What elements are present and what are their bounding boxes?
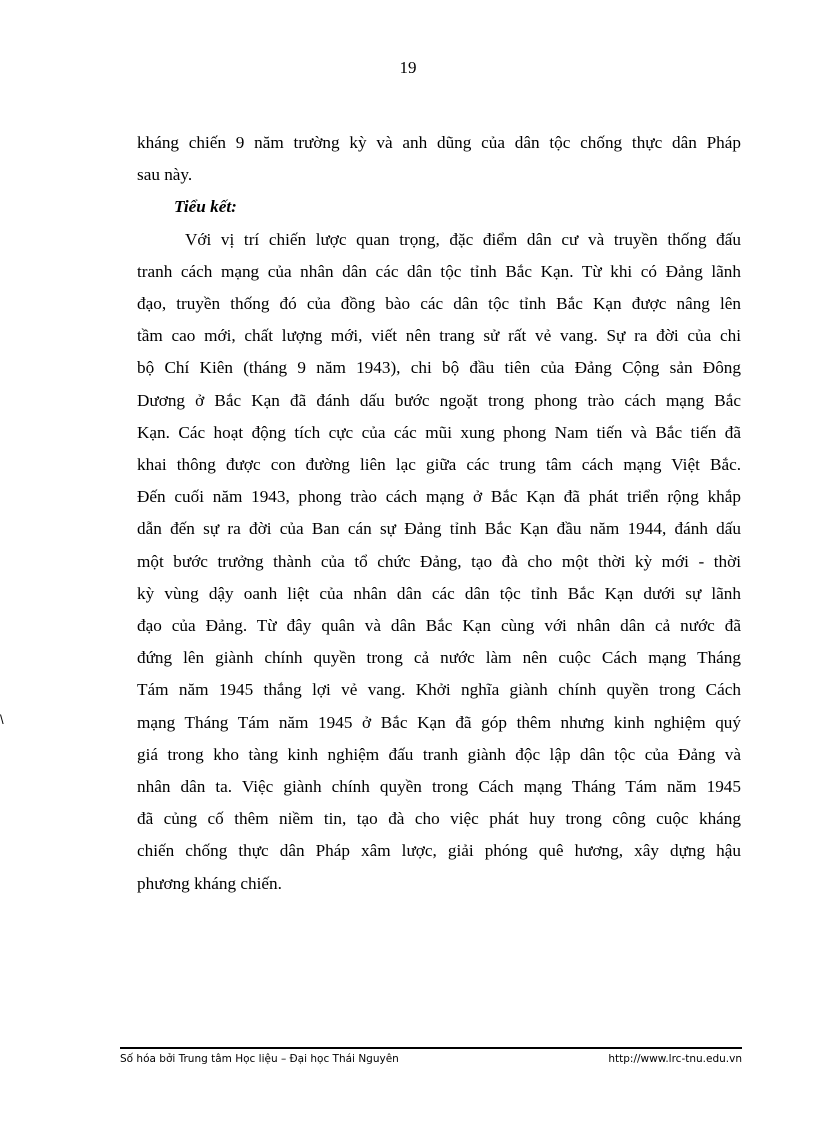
body-text — [137, 127, 741, 900]
text-line: chiến chống thực dân Pháp xâm lược, giải phóng quê hương, xây dựng hậu — [137, 841, 741, 861]
text-line: sau này. — [137, 165, 193, 185]
text-line: kỳ vùng dậy oanh liệt của nhân dân các dân tộc tỉnh Bắc Kạn dưới sự lãnh — [137, 583, 741, 603]
footer-credit: Số hóa bởi Trung tâm Học liệu – Đại học Thái Nguyên — [120, 1053, 399, 1065]
footer — [120, 1053, 742, 1065]
text-line: Đến cuối năm 1943, phong trào cách mạng ở Bắc Kạn đã phát triển rộng khắp — [137, 487, 741, 507]
paragraph-continuation — [137, 127, 741, 191]
margin-mark: \ — [0, 712, 4, 727]
text-line: dẫn đến sự ra đời của Ban cán sự Đảng tỉnh Bắc Kạn đầu năm 1944, đánh dấu — [137, 519, 741, 539]
text-line: Dương ở Bắc Kạn đã đánh dấu bước ngoặt trong phong trào cách mạng Bắc — [137, 390, 741, 410]
text-line: tầm cao mới, chất lượng mới, viết nên trang sử rất vẻ vang. Sự ra đời của chi — [137, 326, 741, 346]
text-line: Kạn. Các hoạt động tích cực của các mũi xung phong Nam tiến và Bắc tiến đã — [137, 422, 741, 442]
text-line: đạo của Đảng. Từ đây quân và dân Bắc Kạn cùng với nhân dân cả nước đã — [137, 616, 741, 636]
text-line: đã củng cố thêm niềm tin, tạo đà cho việc phát huy trong công cuộc kháng — [137, 809, 741, 829]
text-line: giá trong kho tàng kinh nghiệm đấu tranh giành độc lập dân tộc của Đảng và — [137, 744, 741, 764]
text-line: đứng lên giành chính quyền trong cả nước làm nên cuộc Cách mạng Tháng — [137, 648, 741, 668]
text-line: phương kháng chiến. — [137, 873, 282, 893]
text-line: mạng Tháng Tám năm 1945 ở Bắc Kạn đã góp thêm nhưng kinh nghiệm quý — [137, 712, 741, 732]
text-line: khai thông được con đường liên lạc giữa các trung tâm cách mạng Việt Bắc. — [137, 455, 741, 475]
text-line: bộ Chí Kiên (tháng 9 năm 1943), chi bộ đầu tiên của Đảng Cộng sản Đông — [137, 358, 741, 378]
footer-url: http://www.lrc-tnu.edu.vn — [608, 1053, 742, 1065]
footer-divider — [120, 1047, 742, 1049]
text-line: đạo, truyền thống đó của đồng bào các dân tộc tỉnh Bắc Kạn được nâng lên — [137, 294, 741, 314]
text-line: một bước trưởng thành của tổ chức Đảng, tạo đà cho một thời kỳ mới - thời — [137, 551, 741, 571]
text-line: kháng chiến 9 năm trường kỳ và anh dũng của dân tộc chống thực dân Pháp — [137, 133, 741, 152]
text-line: Tám năm 1945 thắng lợi vẻ vang. Khởi nghĩa giành chính quyền trong Cách — [137, 680, 741, 700]
section-heading: Tiểu kết: — [174, 197, 237, 217]
text-line: nhân dân ta. Việc giành chính quyền trong Cách mạng Tháng Tám năm 1945 — [137, 777, 741, 797]
summary-paragraph — [137, 224, 741, 900]
text-line: tranh cách mạng của nhân dân các dân tộc tỉnh Bắc Kạn. Từ khi có Đảng lãnh — [137, 261, 741, 281]
text-line: Với vị trí chiến lược quan trọng, đặc điểm dân cư và truyền thống đấu — [185, 229, 741, 249]
page-number: 19 — [399, 58, 417, 77]
